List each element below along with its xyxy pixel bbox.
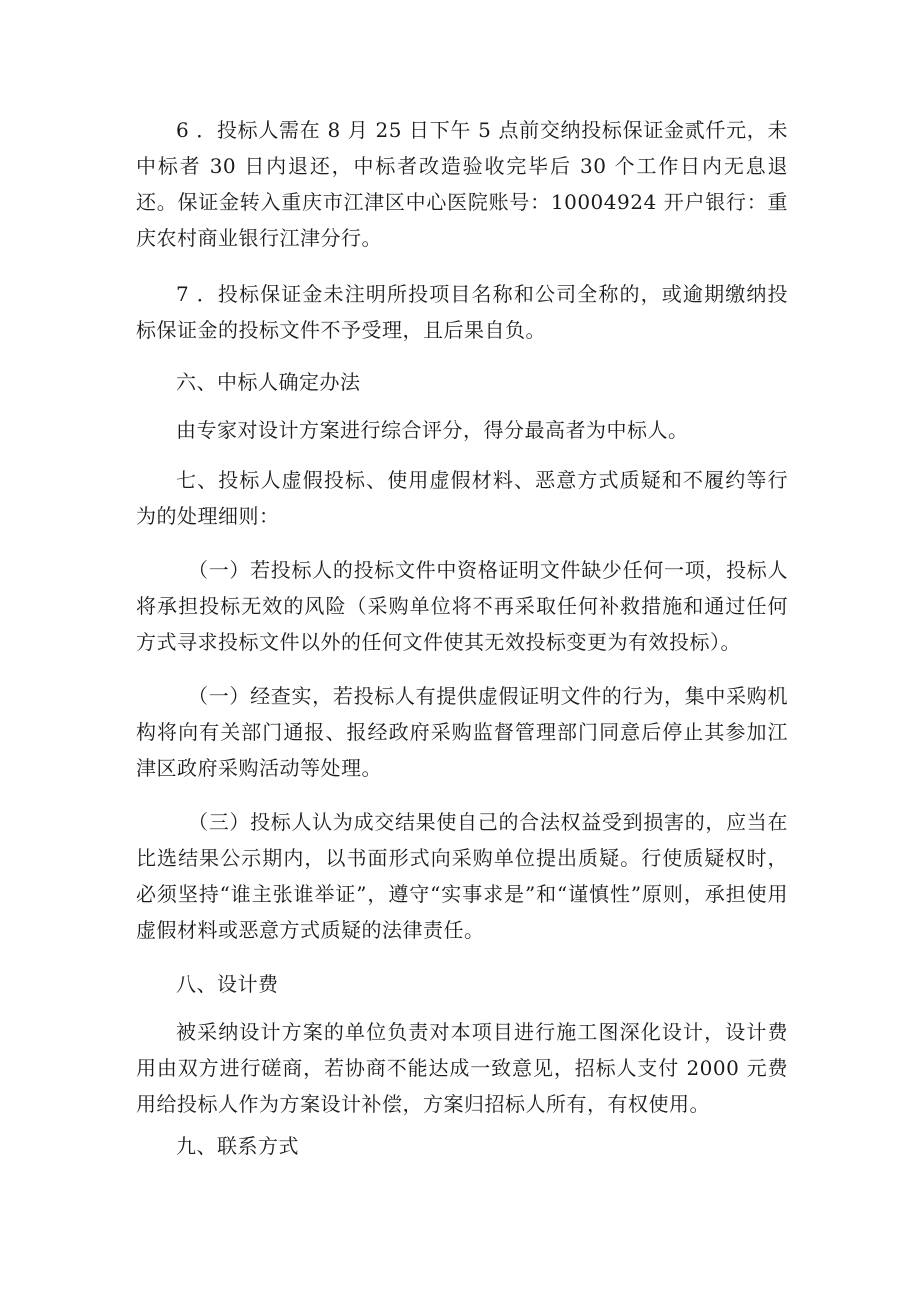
section-6-body: 由专家对设计方案进行综合评分，得分最高者为中标人。 xyxy=(176,418,689,442)
section-6-heading: 六、中标人确定办法 xyxy=(176,370,361,394)
paragraph-item-7: 7 ．投标保证金未注明所投项目名称和公司全称的，或逾期缴纳投标保证金的投标文件不予受理，且后果自负。 xyxy=(136,282,788,342)
subsection-1: （一）若投标人的投标文件中资格证明文件缺少任何一项，投标人将承担投标无效的风险（采购单位将不再采取任何补救措施和通过任何方式寻求投标文件以外的任何文件使其无效投标变更为有效投标）。 xyxy=(136,558,788,654)
subsection-3: （三）投标人认为成交结果使自己的合法权益受到损害的，应当在比选结果公示期内，以书面形式向采购单位提出质疑。行使质疑权时，必须坚持“谁主张谁举证”，遵守“实事求是”和“谨慎性”原则，承担使用虚假材料或恶意方式质疑的法律责任。 xyxy=(136,810,788,942)
subsection-2: （一）经查实，若投标人有提供虚假证明文件的行为，集中采购机构将向有关部门通报、报经政府采购监督管理部门同意后停止其参加江津区政府采购活动等处理。 xyxy=(136,684,788,780)
section-9-heading: 九、联系方式 xyxy=(176,1134,299,1158)
section-8-heading: 八、设计费 xyxy=(176,972,279,996)
section-7-heading: 七、投标人虚假投标、使用虚假材料、恶意方式质疑和不履约等行为的处理细则： xyxy=(136,468,788,528)
paragraph-item-6: 6 ．投标人需在 8 月 25 日下午 5 点前交纳投标保证金贰仟元，未中标者 30 日内退还，中标者改造验收完毕后 30 个工作日内无息退还。保证金转入重庆市江津区中心医院账号：10004924 开户银行：重庆农村商业银行江津分行。 xyxy=(136,118,788,250)
section-8-body: 被采纳设计方案的单位负责对本项目进行施工图深化设计，设计费用由双方进行磋商，若协商不能达成一致意见，招标人支付 2000 元费用给投标人作为方案设计补偿，方案归招标人所有，有权使用。 xyxy=(136,1020,788,1116)
